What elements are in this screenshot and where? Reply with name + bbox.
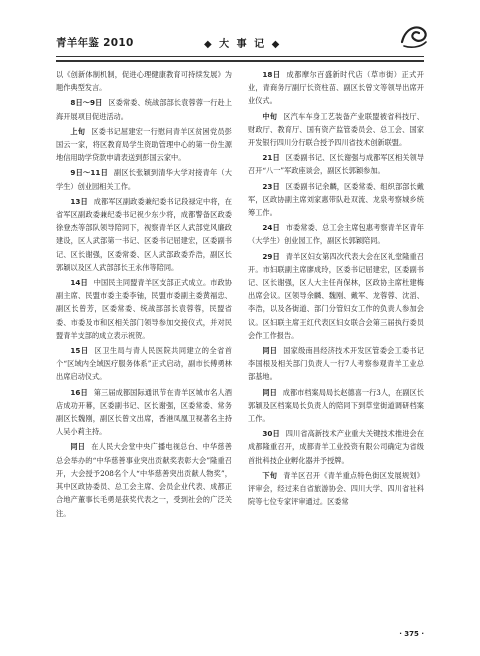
event-date: 同日 — [70, 442, 86, 452]
page-number: · 375 · — [399, 630, 424, 638]
event-date: 16日 — [70, 387, 88, 397]
event-entry — [248, 250, 424, 342]
event-text: 成都摩尔百盛新时代店（草市街）正式开业，青商务厅副厅长资柱苗、副区长曾文等领导出席开业仪式。 — [248, 70, 424, 106]
event-entry — [248, 469, 424, 509]
event-text: 第三届成都国际通讯节在青羊区城市名人酒店成功开幕，区委副书记、区长谢强，区委常委、常务副区长魏刚，副区长曾文出席，香港凤凰卫视著名主持人吴小莉主持。 — [56, 387, 232, 437]
event-entry — [56, 68, 232, 94]
event-text: 以《创新体制机制，促进心理健康教育可持续发展》为题作典型发言。 — [56, 70, 232, 93]
event-text: 成都军区副政委兼纪委书记段禄定中将，在省军区副政委兼纪委书记祝少东少将，成都警备区政委徐登杰等部队领导陪同下，视察青羊区人武部党风廉政建设，区人武部第一书记、区委书记屈建宏，区委副书记、区长谢强，区委常委、区人武部政委乔浩，副区长郭颖以及区人武部部长王永伟等陪同。 — [56, 196, 232, 272]
event-date: 24日 — [262, 223, 280, 233]
event-entry — [56, 440, 232, 519]
event-entry — [56, 125, 232, 165]
event-date: 9日～11日 — [70, 168, 108, 178]
header-rule-thin — [56, 56, 424, 57]
event-date: 18日 — [262, 70, 281, 79]
event-entry — [56, 96, 232, 122]
left-column — [56, 68, 232, 522]
event-date: 29日 — [262, 251, 280, 261]
event-date: 8日～9日 — [70, 98, 103, 108]
event-text: 区卫生局与青人民医院共同建立的全省首个“区域内全域医疗服务体系”正式启动，副市长傅勇林出席启动仪式。 — [56, 346, 232, 382]
event-date: 同日 — [262, 387, 277, 397]
event-date: 13日 — [70, 196, 88, 206]
event-entry — [248, 151, 424, 177]
ribbon-logo-icon — [398, 20, 430, 52]
event-date: 21日 — [262, 153, 280, 163]
event-entry — [248, 110, 424, 150]
event-date: 中旬 — [262, 111, 278, 121]
event-text: 青羊区召开《青羊重点特色街区发展规划》评审会，经过来自省旅游协会、四川大学、四川省社科院等七位专家评审通过。区委常 — [248, 470, 424, 507]
event-text: 国家级南昌经济技术开发区管委会工委书记李国根及相关部门负责人一行7人考察参观青羊工业总部基地。 — [248, 346, 424, 382]
event-text: 四川省高新技术产业重大关键技术推进会在成都隆重召开，成都青羊工业投资有限公司确定为省级首批科技企业孵化器并予授牌。 — [248, 429, 424, 465]
event-date: 23日 — [262, 181, 280, 191]
event-entry — [248, 221, 424, 247]
event-entry — [56, 276, 232, 342]
event-date: 15日 — [70, 346, 89, 356]
event-date: 30日 — [262, 429, 280, 439]
event-entry — [56, 166, 232, 192]
event-text: 区委常委、统战部部长袁蓉蓉一行赴上海开展项目促进活动。 — [56, 98, 232, 121]
event-text: 青羊区妇女第四次代表大会在区礼堂隆重召开。市妇联副主席廖成玲，区委书记屈建宏，区委副书记、区长谢强，区人大主任肖保林，区政协主席杜建梅出席会议。区领导余麟、魏刚、戴军、龙蓉蓉、沈滔、李浩，以及各街道、部门分管妇女工作的负责人参加会议。区妇联主席王红代表区妇女联合会第三届执行委员会作工作报告。 — [248, 251, 424, 340]
event-date: 下旬 — [262, 470, 278, 480]
event-text: 区汽车车身工艺装备产业联盟被省科技厅、财政厅、教育厅、国有资产监管委员会、总工会、国家开发银行四川分行联合授予四川省技术创新联盟。 — [248, 111, 424, 148]
event-entry — [248, 344, 424, 384]
event-text: 区委副书记、区长谢强与成都军区相关领导召开“八一”军政座谈会，副区长郭颖参加。 — [248, 153, 424, 176]
event-entry — [248, 427, 424, 467]
event-text: 成都市档案局局长赵德喜一行3人，在副区长郭颖及区档案局长负责人的陪同下到草堂街道调研档案工作。 — [248, 387, 424, 424]
event-text: 副区长张颖到清华大学对接青年（大学生）创业园相关工作。 — [56, 168, 232, 191]
event-text: 市委常委、总工会主席包惠考察青羊区青年（大学生）创业园工作，副区长郭颖陪同。 — [248, 223, 424, 246]
event-entry — [56, 344, 232, 384]
event-text: 区委副书记余麟，区委常委、组织部部长戴军，区政协副主席刘家惠带队赴双流、龙泉考察城乡统筹工作。 — [248, 181, 424, 218]
event-date: 上旬 — [70, 126, 86, 136]
event-text: 中国民主同盟青羊区支部正式成立。市政协副主席、民盟市委主委李铀，民盟市委副主委黄福忠、副区长曾芳，区委常委、统战部部长袁蓉蓉，民盟省委、市委及市和区相关部门领导参加交接仪式，并对民盟青羊支部的成立表示祝贺。 — [56, 278, 232, 340]
page-header — [56, 28, 424, 56]
book-title: 青羊年鉴 2010 — [56, 37, 134, 49]
section-title: ◆ 大 事 记 ◆ — [204, 39, 282, 50]
event-entry — [56, 386, 232, 439]
event-text: 区委书记屈建宏一行慰问青羊区贫困党员彭国云一家，将区教育局学生资助管理中心的第一份生源地信用助学贷款申请表送到彭国云家中。 — [56, 126, 232, 163]
event-text: 在人民大会堂中央广播电视总台、中华慈善总会举办的“中华慈善事业突出贡献奖表彰大会”隆重召开，大会授予208名个人“中华慈善突出贡献人物奖”，其中区政协委员、总工会主席、会员企业代表、成都正合地产董事长毛勇是获奖代表之一，受到社会的广泛关注。 — [56, 442, 232, 518]
event-entry — [248, 68, 424, 108]
event-date: 同日 — [262, 346, 278, 356]
event-entry — [56, 195, 232, 274]
event-entry — [248, 180, 424, 220]
event-entry — [248, 386, 424, 426]
event-date: 14日 — [70, 278, 88, 288]
right-column — [248, 68, 424, 511]
header-rule-thick — [56, 60, 424, 62]
